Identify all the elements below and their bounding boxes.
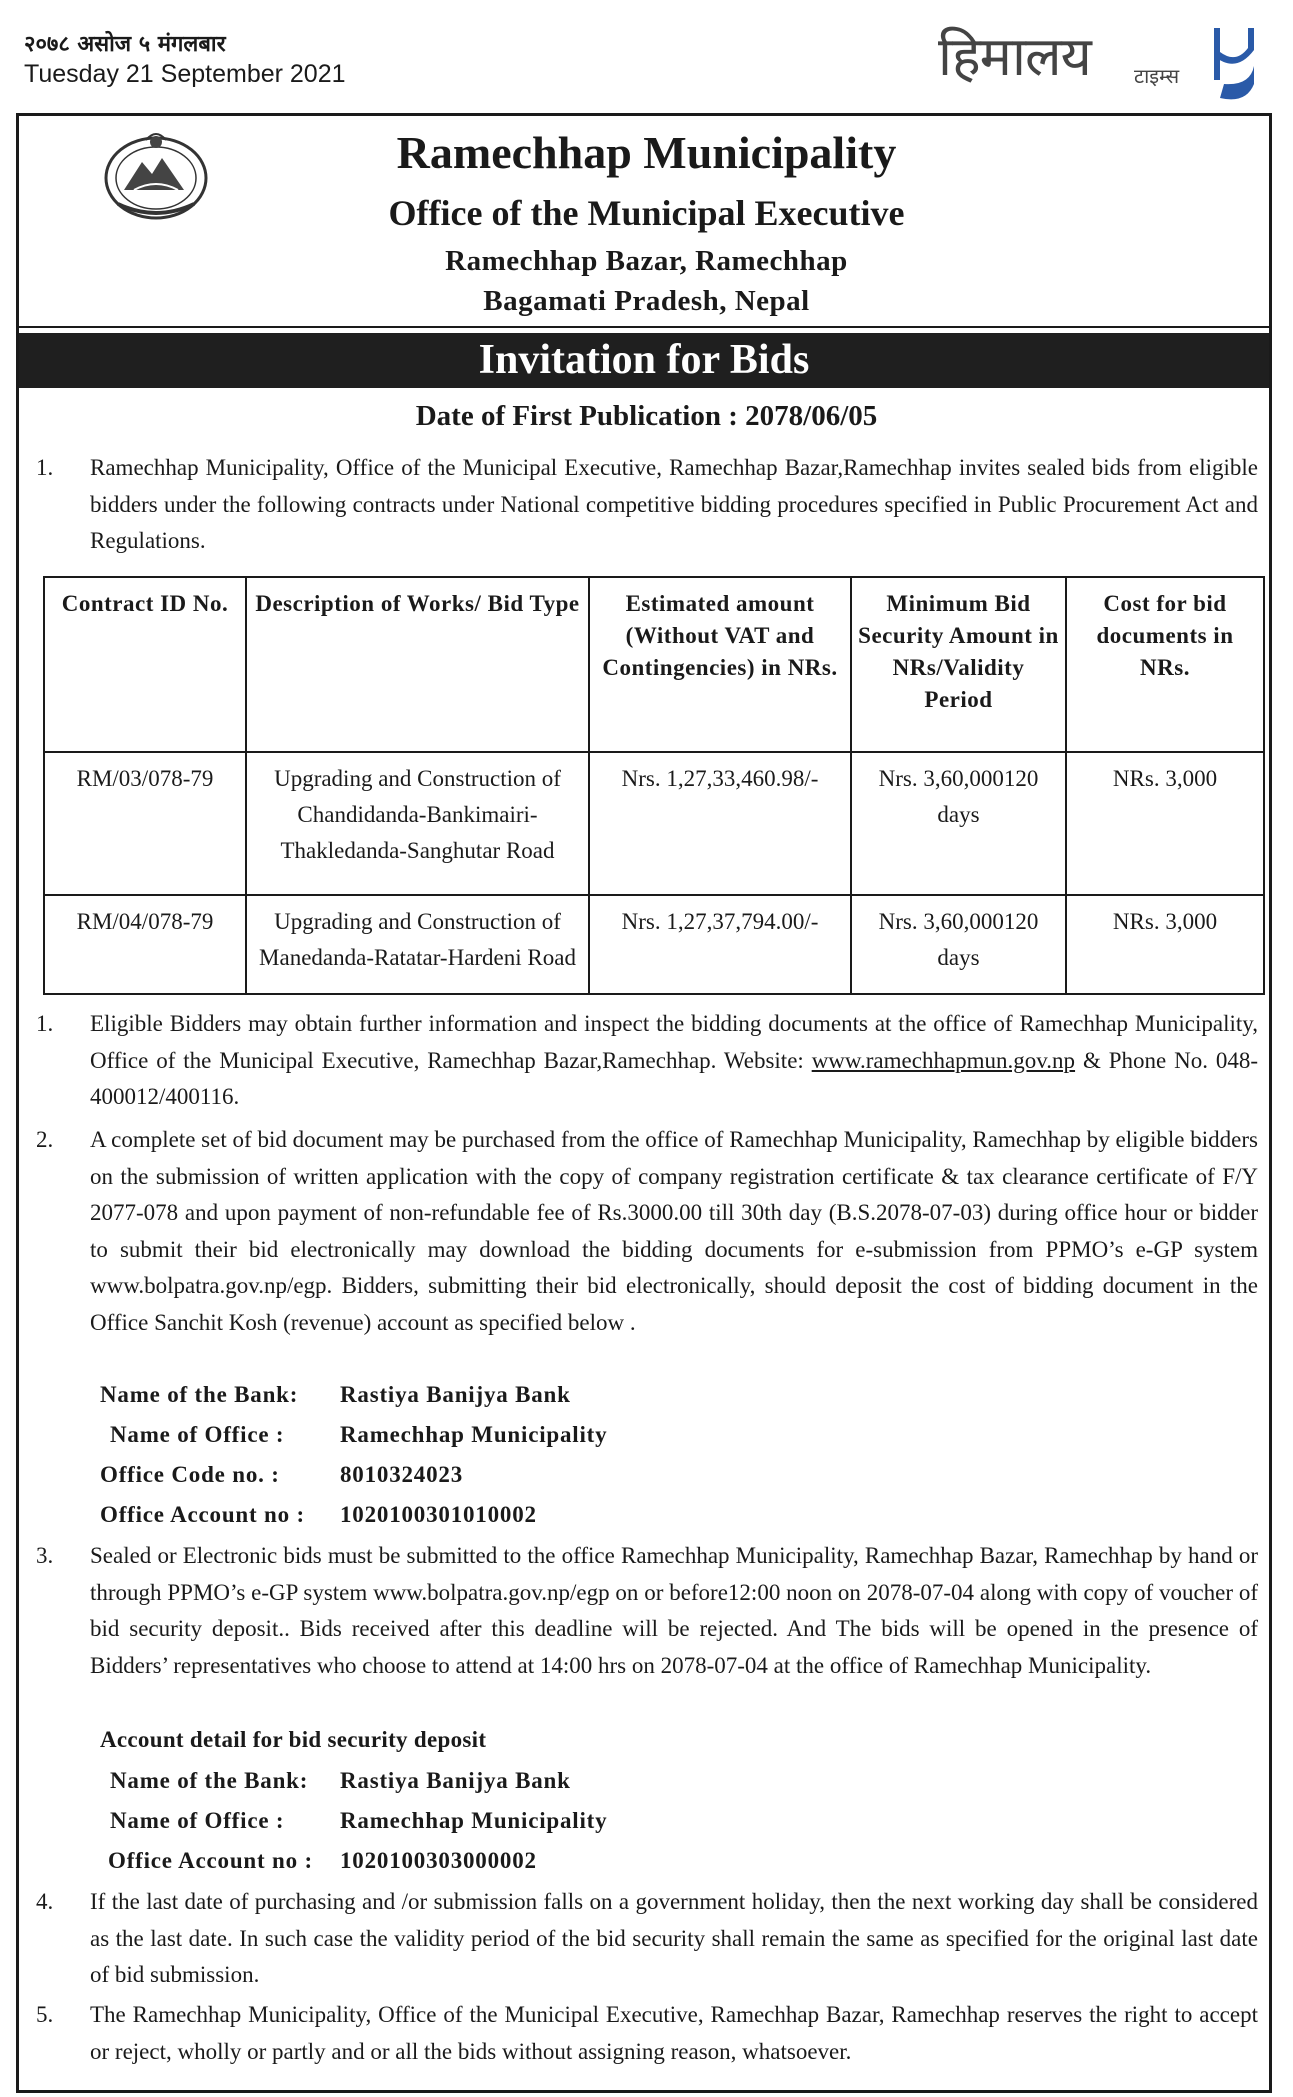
bank2-bank-value: Rastiya Banijya Bank	[340, 1768, 571, 1793]
bank2-account-label: Office Account no :	[108, 1848, 313, 1873]
office-name: Office of the Municipal Executive	[388, 193, 905, 233]
cell-document-cost: NRs. 3,000	[1066, 895, 1264, 994]
cell-estimate: Nrs. 1,27,33,460.98/-	[589, 752, 851, 895]
clause-1-number: 1.	[36, 1011, 54, 1036]
bank1-office-label: Name of Office :	[110, 1422, 285, 1447]
bank1-office-value: Ramechhap Municipality	[340, 1422, 608, 1447]
clause-1-body: Eligible Bidders may obtain further information and inspect the bidding documents at the office of Ramechhap Municipality, Office of the Municipal Executive, Ramechhap Bazar,Ramechhap. Website:	[90, 1011, 1258, 1073]
cell-bid-security: Nrs. 3,60,000120 days	[851, 752, 1066, 895]
bank1-code-label: Office Code no. :	[100, 1462, 280, 1487]
english-date: Tuesday 21 September 2021	[24, 60, 346, 88]
bank2-office-value: Ramechhap Municipality	[340, 1808, 608, 1833]
newspaper-masthead	[0, 0, 1293, 112]
header-description: Description of Works/ Bid Type	[246, 577, 589, 752]
clause-3-number: 3.	[36, 1543, 54, 1568]
intro-number: 1.	[36, 455, 54, 480]
header-divider	[19, 326, 1269, 328]
table-row	[44, 752, 1264, 895]
address-line-2: Bagamati Pradesh, Nepal	[483, 285, 810, 317]
table-row	[44, 895, 1264, 994]
clause-4-text: If the last date of purchasing and /or submission falls on a government holiday, then the next working day shall be considered as the last date. In such case the validity period of the bid security shall remain the same as specified for the original last date of bid submission.	[90, 1889, 1258, 1987]
cell-bid-security: Nrs. 3,60,000120 days	[851, 895, 1066, 994]
clause-1-phone: & Phone No. 048-400012/400116.	[90, 1047, 1258, 1109]
bank2-title: Account detail for bid security deposit	[100, 1727, 487, 1752]
cell-description: Upgrading and Construction of Manedanda-Ratatar-Hardeni Road	[246, 895, 589, 994]
clause-2-number: 2.	[36, 1127, 54, 1152]
clause-2-text: A complete set of bid document may be purchased from the office of Ramechhap Municipality, Ramechhap by eligible bidders on the submission of written application with the copy of company registration certificate & tax clearance certificate of F/Y 2077-078 and upon payment of non-refundable fee of Rs.3000.00 till 30th day (B.S.2078-07-03) during office hour or bidder to submit their bid electronically may download the bidding documents for e-submission from PPMO’s e-GP system www.bolpatra.gov.np/egp. Bidders, submitting their bid electronically, should deposit the cost of bidding document in the Office Sanchit Kosh (revenue) account as specified below .	[90, 1127, 1258, 1335]
newspaper-logo-subtitle: टाइम्स	[1134, 64, 1180, 88]
bank1-bank-label: Name of the Bank:	[100, 1382, 299, 1407]
bank1-code-value: 8010324023	[340, 1462, 463, 1487]
clause-4-number: 4.	[36, 1889, 54, 1914]
newspaper-logo: हिमालय	[938, 25, 1091, 88]
bank1-bank-value: Rastiya Banijya Bank	[340, 1382, 571, 1407]
bank2-office-label: Name of Office :	[110, 1808, 285, 1833]
bank1-account-label: Office Account no :	[100, 1502, 305, 1527]
newspaper-mark-icon	[1210, 26, 1262, 106]
header-contract-id: Contract ID No.	[44, 577, 246, 752]
clause-5-text: The Ramechhap Municipality, Office of the Municipal Executive, Ramechhap Bazar, Ramechhap reserves the right to accept or reject, wholly or partly and or all the bids without assigning reason, whatsoever.	[90, 2002, 1258, 2064]
cell-estimate: Nrs. 1,27,37,794.00/-	[589, 895, 851, 994]
header-estimate: Estimated amount (Without VAT and Contingencies) in NRs.	[589, 577, 851, 752]
notice-title: Invitation for Bids	[19, 333, 1269, 388]
address-line-1: Ramechhap Bazar, Ramechhap	[445, 245, 848, 277]
clause-1-text	[90, 1006, 1258, 1116]
website-link[interactable]: www.ramechhapmun.gov.np	[811, 1047, 1076, 1073]
cell-description: Upgrading and Construction of Chandidanda-Bankimairi-Thakledanda-Sanghutar Road	[246, 752, 589, 895]
intro-paragraph: Ramechhap Municipality, Office of the Municipal Executive, Ramechhap Bazar,Ramechhap invites sealed bids from eligible bidders under the following contracts under National competitive bidding procedures specified in Public Procurement Act and Regulations.	[90, 455, 1258, 553]
cell-document-cost: NRs. 3,000	[1066, 752, 1264, 895]
contracts-table	[43, 576, 1265, 995]
cell-contract-id: RM/03/078-79	[44, 752, 246, 895]
clause-5-number: 5.	[36, 2002, 54, 2027]
publication-date: Date of First Publication : 2078/06/05	[415, 400, 878, 432]
bank2-bank-label: Name of the Bank:	[110, 1768, 309, 1793]
nepali-date: २०७८ असोज ५ मंगलबार	[24, 32, 226, 57]
clause-3-text: Sealed or Electronic bids must be submitted to the office Ramechhap Municipality, Ramechhap Bazar, Ramechhap by hand or through PPMO’s e-GP system www.bolpatra.gov.np/egp on or before12:00 noon on 2078-07-04 along with copy of voucher of bid security deposit.. Bids received after this deadline will be rejected. And The bids will be opened in the presence of Bidders’ representatives who choose to attend at 14:00 hrs on 2078-07-04 at the office of Ramechhap Municipality.	[90, 1543, 1258, 1678]
bank2-account-value: 1020100303000002	[340, 1848, 537, 1873]
header-bid-security: Minimum Bid Security Amount in NRs/Validity Period	[851, 577, 1066, 752]
table-header-row	[44, 577, 1264, 752]
header-document-cost: Cost for bid documents in NRs.	[1066, 577, 1264, 752]
organization-name: Ramechhap Municipality	[396, 127, 897, 178]
bank1-account-value: 1020100301010002	[340, 1502, 537, 1527]
cell-contract-id: RM/04/078-79	[44, 895, 246, 994]
